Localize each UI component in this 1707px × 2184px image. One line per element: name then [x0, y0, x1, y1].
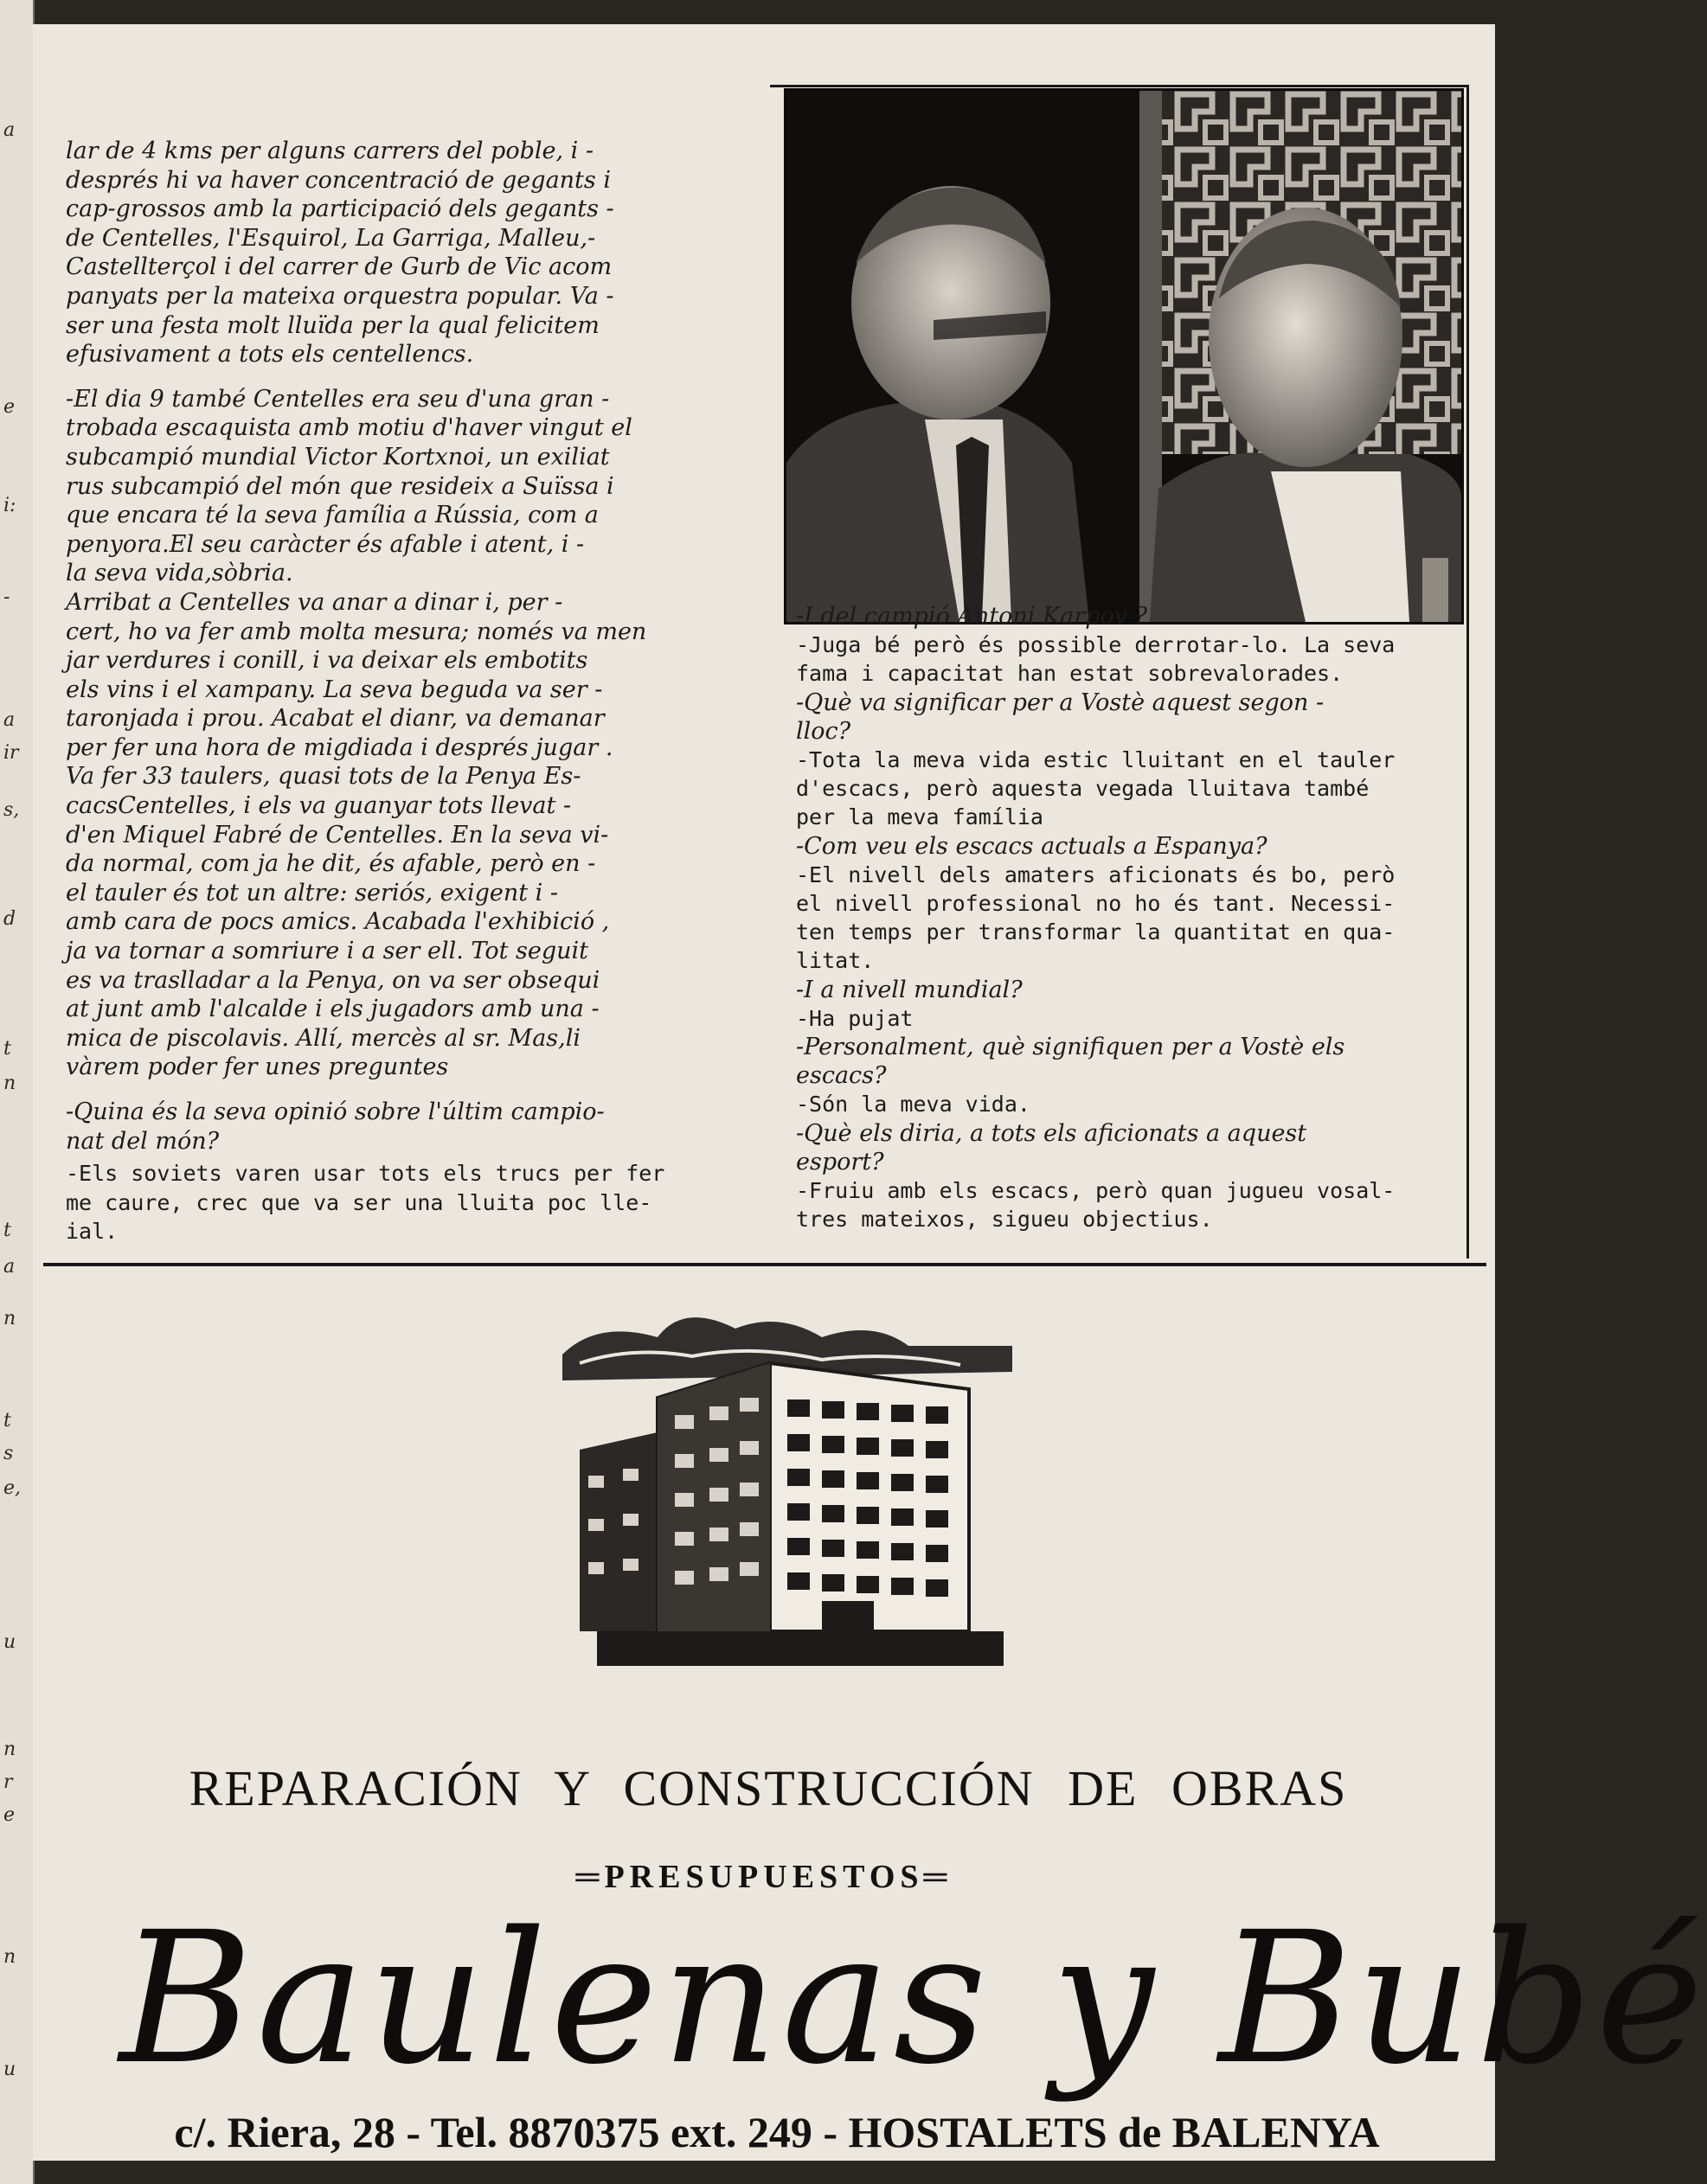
ad-subheading: ═PRESUPUESTOS═: [575, 1859, 953, 1895]
interview-question: -Quina és la seva opinió sobre l'últim campio- nat del món?: [66, 1098, 605, 1155]
interview-question: -I del campió Antoni Karpov ?: [796, 603, 1148, 630]
margin-fragment: u: [3, 1631, 16, 1653]
section-divider: [43, 1263, 1486, 1266]
interview-question: -I a nivell mundial?: [796, 976, 1023, 1003]
margin-fragment: a: [3, 709, 16, 731]
building-drawing: [562, 1303, 1012, 1676]
margin-fragment: ir: [3, 742, 19, 764]
interview-question: -Què va significar per a Vostè aquest segon - lloc?: [796, 689, 1325, 745]
article-paragraph: -El dia 9 també Centelles era seu d'una gran - trobada escaquista amb motiu d'haver vingut el subcampió mundial Victor Kortxnoi, un exiliat rus subcampió del món que resideix a Suïssa i que encara té la seva família a Rússia, com a penyora.El seu caràcter és afable i atent, i - la seva vida,sòbria. Arribat a Centelles va anar a dinar i, per - cert, ho va fer amb molta mesura; només va men jar verdures i conill, i va deixar els embotits els vins i el xampany. La seva beguda va ser - taronjada i prou. Acabat el dianr, va demanar per fer una hora de migdiada i després jugar . Va fer 33 taulers, quasi tots de la Penya Es- cacsCentelles, i els va guanyar tots llevat - d'en Miquel Fabré de Centelles. En la seva vi- da normal, com ja he dit, és afable, però en - el tauler és tot un altre: seriós, exigent i - amb cara de pocs amics. Acabada l'exhibició , ja va tornar a somriure i a ser ell. Tot seguit es va traslladar a la Penya, on va ser obsequi at junt amb l'alcalde i els jugadors amb una - mica de piscolavis. Allí, mercès al sr. Mas,li vàrem poder fer unes preguntes: [66, 385, 647, 1081]
ad-address: c/. Riera, 28 - Tel. 8870375 ext. 249 - HOSTALETS de BALENYA: [174, 2108, 1380, 2156]
margin-fragment: t: [3, 1220, 11, 1241]
interview-question: -Personalment, què signifiquen per a Vostè els escacs?: [796, 1034, 1345, 1090]
margin-fragment: e: [3, 1804, 16, 1826]
margin-fragment: e,: [3, 1477, 22, 1499]
article-left-column: [66, 137, 775, 1262]
interview-answer: -Juga bé però és possible derrotar-lo. La seva fama i capacitat han estat sobrevalorades.: [796, 632, 1396, 687]
ad-heading: REPARACIÓN Y CONSTRUCCIÓN DE OBRAS: [189, 1760, 1348, 1816]
interview-answer: -Fruiu amb els escacs, però quan jugueu vosal- tres mateixos, sigueu objectius.: [796, 1178, 1396, 1233]
margin-fragment: n: [3, 1739, 16, 1760]
margin-fragment: i:: [3, 495, 16, 516]
margin-fragment: n: [3, 1946, 16, 1968]
interview-answer: -Tota la meva vida estic lluitant en el tauler d'escacs, però aquesta vegada lluitava també per la meva família: [796, 747, 1396, 830]
interview-answer: -Ha pujat: [796, 1005, 914, 1031]
article-paragraph: lar de 4 kms per alguns carrers del poble, i - després hi va haver concentració de gegants i cap-grossos amb la participació dels gegants - de Centelles, l'Esquirol, La Garriga, Malleu,- Castellterçol i del carrer de Gurb de Vic acom panyats per la mateixa orquestra popular. Va - ser una festa molt lluïda per la qual felicitem efusivament a tots els centellencs.: [66, 138, 614, 368]
margin-fragment: u: [3, 2059, 16, 2080]
interview-question: -Què els diria, a tots els aficionats a aquest esport?: [796, 1119, 1307, 1175]
margin-fragment: s: [3, 1443, 14, 1464]
margin-fragment: -: [3, 586, 10, 608]
margin-fragment: e: [3, 396, 16, 418]
building-illustration: [562, 1303, 1012, 1676]
margin-fragment: a: [3, 1256, 16, 1278]
adjacent-page-edge: [0, 0, 35, 2184]
interview-question: -Com veu els escacs actuals a Espanya?: [796, 832, 1267, 860]
margin-fragment: d: [3, 908, 16, 930]
interview-answer: -El nivell dels amaters aficionats és bo, però el nivell professional no ho és tant. Necessi- ten temps per transformar la quantitat en qua- litat.: [796, 861, 1396, 974]
margin-fragment: a: [3, 119, 16, 141]
margin-fragment: s,: [3, 799, 20, 821]
photo-chess-players: [784, 88, 1464, 624]
interview-answer: -Els soviets varen usar tots els trucs per fer me caure, crec que va ser una lluita poc lle- ial.: [66, 1161, 665, 1245]
margin-fragment: n: [3, 1073, 16, 1094]
interview-right-column: [796, 602, 1462, 1233]
margin-fragment: t: [3, 1410, 11, 1431]
margin-fragment: t: [3, 1038, 11, 1060]
ad-brand-name: Baulenas y Bubé: [119, 1893, 1707, 2104]
margin-fragment: n: [3, 1308, 16, 1329]
photo-image: [786, 91, 1461, 622]
interview-answer: -Són la meva vida.: [796, 1092, 1030, 1118]
margin-fragment: r: [3, 1771, 13, 1793]
magazine-page: [33, 24, 1707, 2161]
